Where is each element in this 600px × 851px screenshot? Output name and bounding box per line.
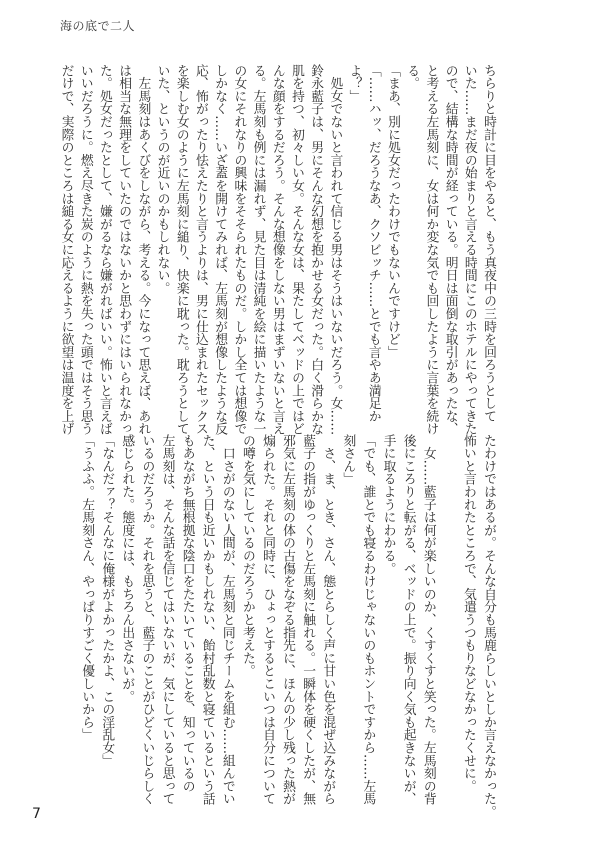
text-line: だけで、実際のところは縋る女に応えるように欲望は温度を上げ — [58, 64, 74, 436]
text-line: 口さがのない人間が、左馬刻と同じチームを組む……組んでい — [219, 434, 235, 806]
text-line: しかなく……いざ蓋を開けてみれば、左馬刻が想像したような反 — [212, 64, 228, 436]
text-line: 「まあ、別に処女だったわけでもないんですけど」 — [384, 64, 400, 359]
text-line: 手に取るようにわかる。 — [380, 434, 396, 575]
text-line: 鈴永藍子は、男にそんな幻想を抱かせる女だった。白く滑らかな — [308, 64, 324, 436]
text-line: の噂を気にしているのだろうかと考えた。 — [239, 434, 255, 678]
text-line: 処女でないと言われて信じる男はそうはいないだろう。女…… — [327, 64, 343, 436]
text-line: 煽られた。それと同時に、ひょっとするとこいつは自分について — [259, 434, 275, 806]
text-line: る。 — [404, 64, 420, 90]
text-line: 「うふふ。左馬刻さん、やっぱりすごく優しいから」 — [79, 434, 95, 742]
text-line: た。処女だったとして、嫌がるなら嫌がればいい。怖いと言えば — [96, 64, 112, 436]
text-line: は相当な無理をしていたのではないかと思わずにはいられなかっ — [116, 64, 132, 436]
text-line: 肌を持つ、初々しい女。そんな女は、果たしてベッドの上ではど — [288, 64, 304, 436]
text-line: ちらりと時計に目をやると、もう真夜中の三時を回ろうとして — [481, 64, 496, 423]
text-line: と考える左馬刻に、女は何か変な気でも回したように言葉を続け — [423, 64, 439, 436]
text-line: 「でも、誰とでも寝るわけじゃないのもホントですから……左馬 — [360, 434, 376, 806]
text-line: 「……ハッ、だろうなあ、クソビッチ……とでも言やあ満足か — [365, 64, 381, 423]
text-line: 女……藍子は何が楽しいのか、くすくすと笑った。左馬刻の背 — [420, 434, 436, 806]
text-line: いた……まだ夜の始まりと言える時間にこのホテルにやってきた — [461, 64, 477, 436]
text-line: 応、怖がったり怯えたりと言うよりは、男に仕込まれたセックス — [192, 64, 208, 436]
text-line: る。左馬刻も例には漏れず、見た目は清純を絵に描いたような一 — [250, 64, 266, 436]
text-line: 刻さん」 — [340, 434, 356, 486]
text-line: よ？」 — [346, 64, 362, 103]
text-line: 藍子の指がゆっくりと左馬刻に触れる。一瞬体を硬くしたが、無 — [300, 434, 316, 806]
text-line: 左馬刻は、そんな話を信じてはいないが、気にしていると思って — [159, 434, 175, 806]
text-line: た、という日も近いかもしれない、飴村乱数と寝ているという話 — [199, 434, 215, 806]
running-title: 海の底で二人 — [60, 19, 136, 33]
text-line: 邪気に左馬刻の体の古傷をなぞる指先に、ほんの少し残った熱が — [280, 434, 296, 806]
text-line: たわけではあるが。そんな自分も馬鹿らしいとしか言えなかった。 — [481, 434, 496, 818]
text-line: ので、結構な時間が経っている。明日は面倒な取引があったな、 — [442, 64, 458, 436]
text-line: 怖いと言われたところで、気遣うつもりなどなかったくせに。 — [460, 434, 476, 793]
text-line: さ、ま、とき、さん、態とらしく声に甘い色を混ぜ込みながら — [320, 434, 336, 806]
text-line: いるのだろうか。それを思うと、藍子のことがひどくいじらしく — [139, 434, 155, 806]
text-line: 感じられた。態度には、もちろん出さないが。 — [119, 434, 135, 703]
text-block-bottom — [76, 434, 498, 818]
text-line: 「なんだァ？そんなに俺様がよかったかよ、この淫乱女」 — [99, 434, 115, 767]
text-line: いた、というのが近いのかもしれない。 — [154, 64, 170, 295]
text-line: 後にころりと転がる、ベッドの上で。振り向く気も起きないが、 — [400, 434, 416, 806]
text-line: の女にそれなりの興味をそそられたものだ。しかし全ては想像で — [231, 64, 247, 436]
text-line: を楽しむ女のように左馬刻に縋り、快楽に耽った。耽ろうとして — [173, 64, 189, 436]
text-block-top — [56, 64, 498, 436]
text-line: いいだろうに。燃え尽きた炭のように熱を失った頭ではそう思う — [77, 64, 93, 436]
text-line: んな顔をするだろう。そんな想像をしない男はまずいないと言え — [269, 64, 285, 436]
page-number: 7 — [32, 806, 41, 822]
text-line — [438, 434, 458, 774]
text-line: 左馬刻はあくびをしながら、考える。今になって思えば、あれ — [135, 64, 151, 436]
text-line: もあながち無根拠な陰口をたたいていることを、知っているの — [179, 434, 195, 793]
